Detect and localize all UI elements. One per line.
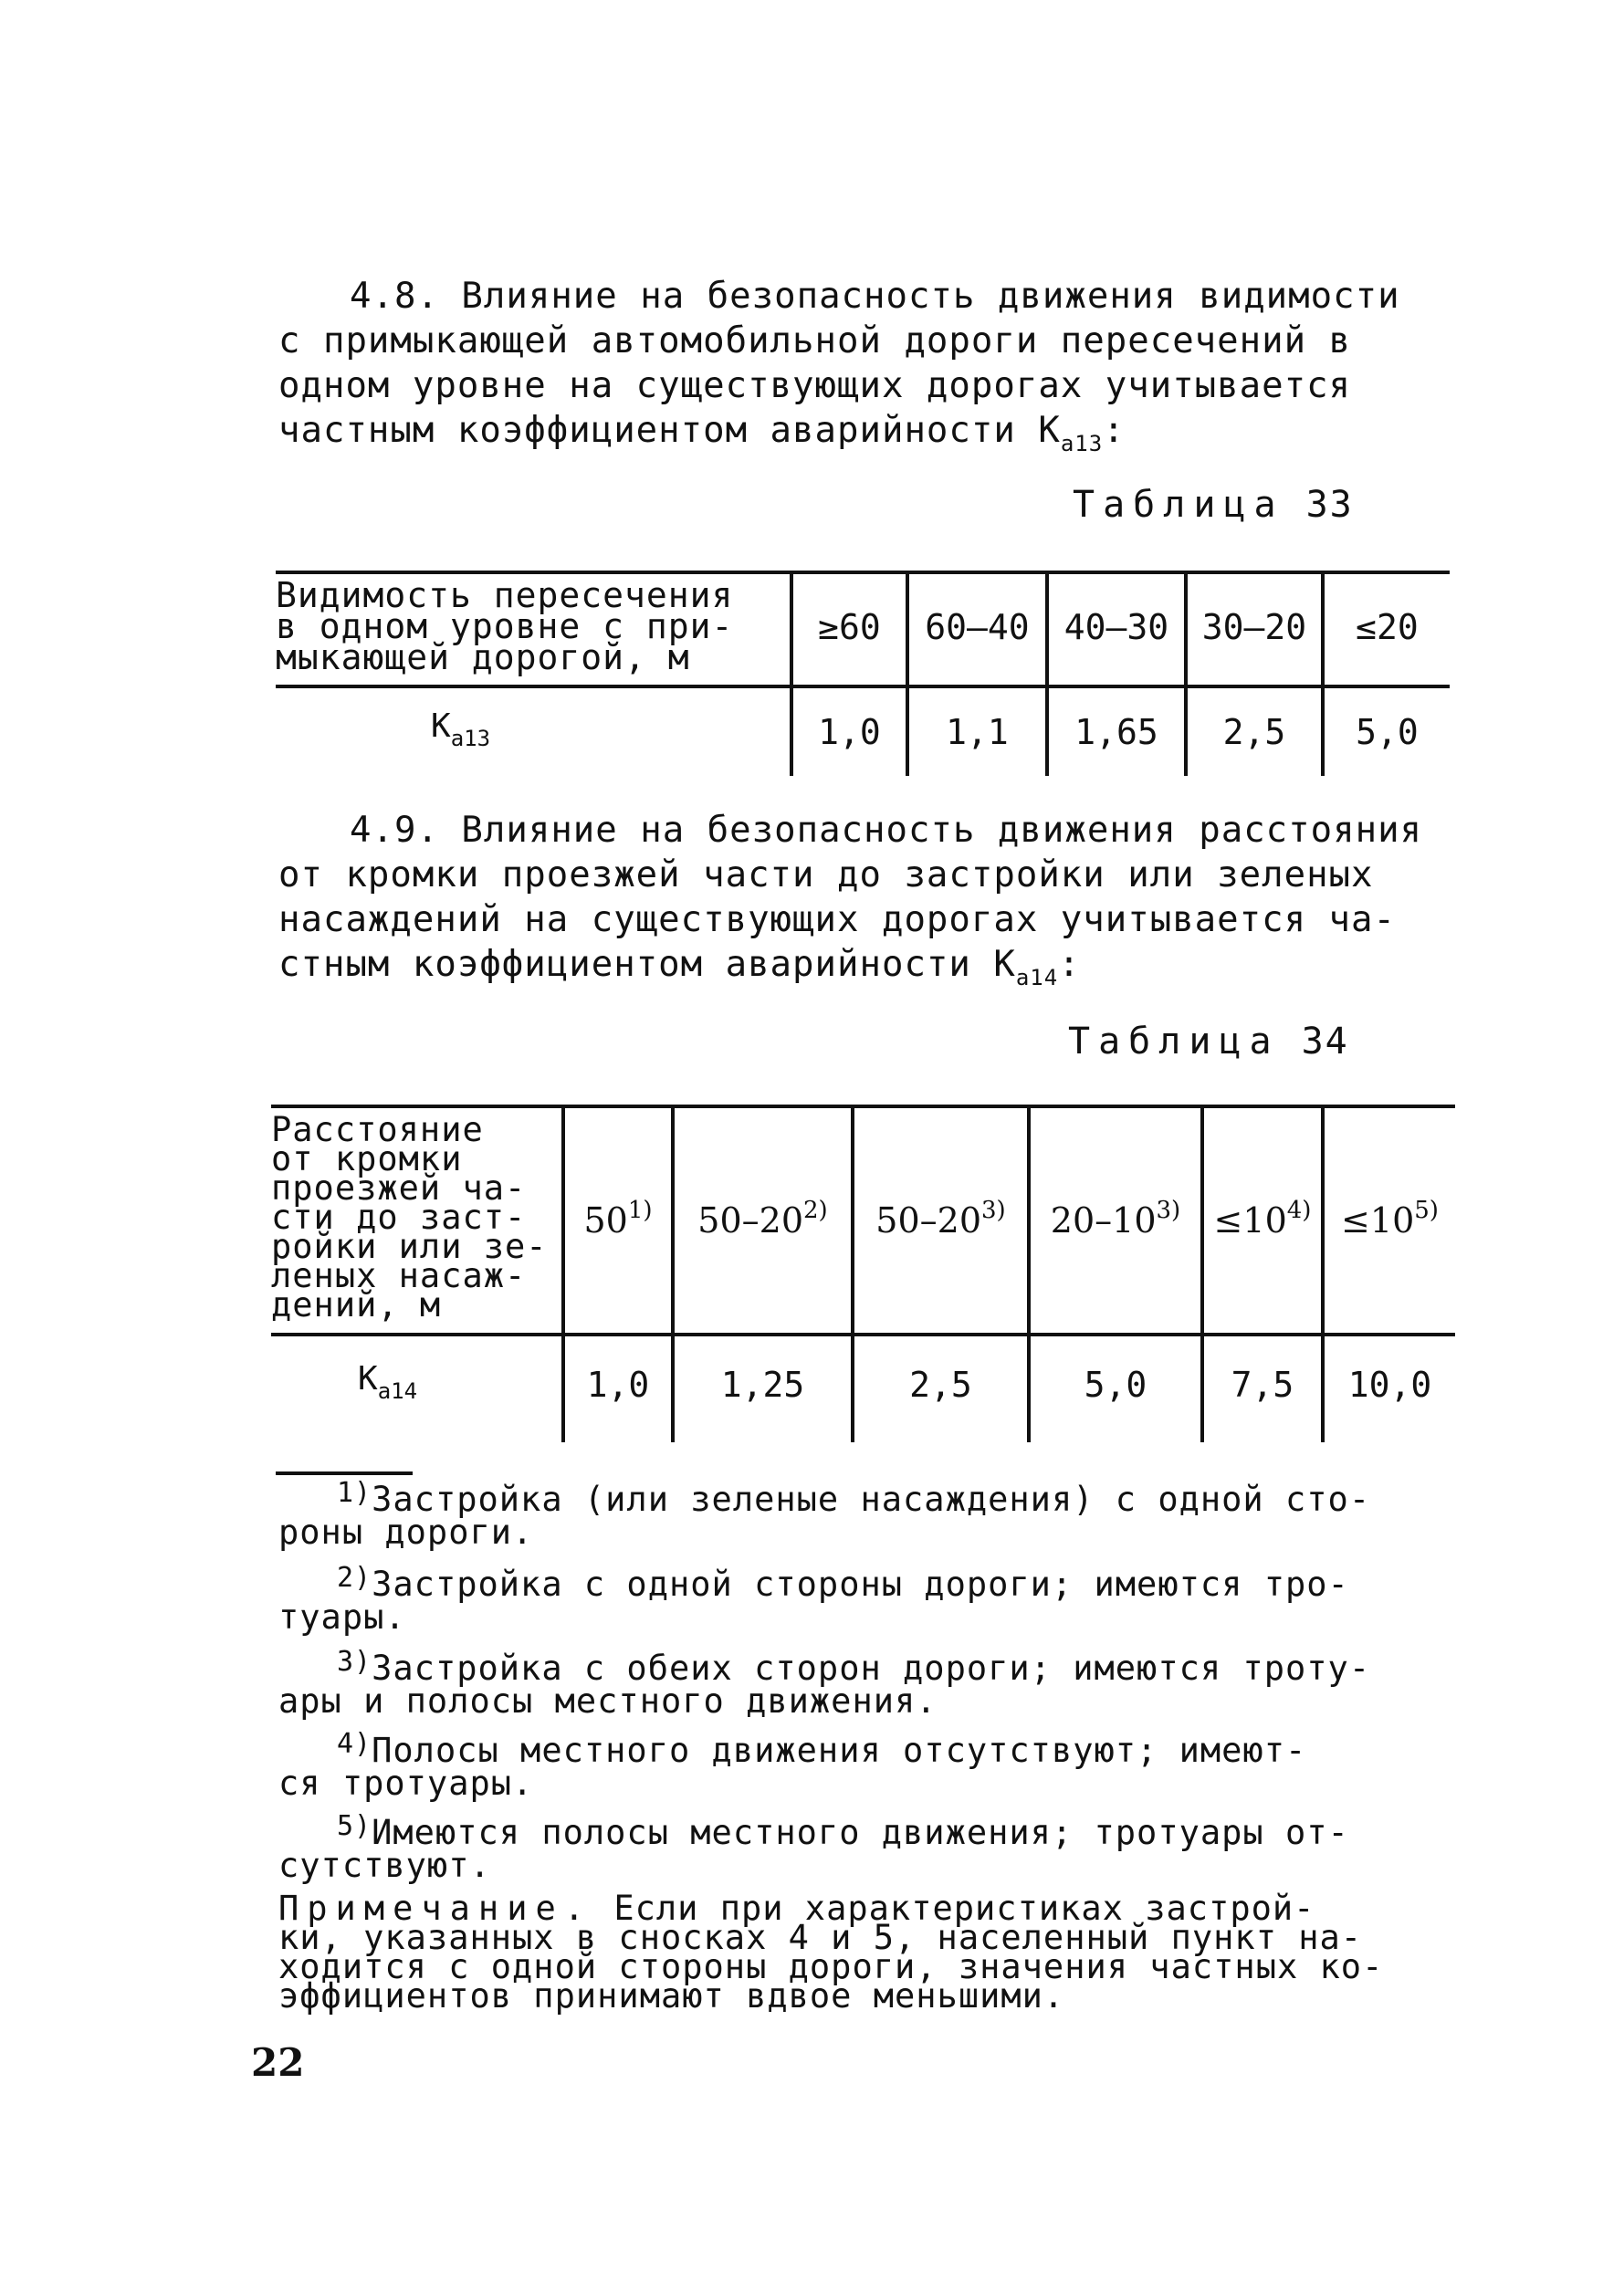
footnote: $^{3)}$Застройка с обеих сторон дороги; имеются троту- ары и полосы местного движения. (278, 1646, 1371, 1721)
table-value-cell: 7,5 (1231, 1365, 1294, 1405)
footnote-mark: 4) (337, 1728, 372, 1760)
table-header-cell: 20–10$^{3)}$ (1050, 1197, 1181, 1241)
table-34 (271, 1105, 1455, 1442)
table-rule (276, 685, 1450, 688)
section-4-9-line-3: насаждений на существующих дорогах учитывается ча- (278, 899, 1396, 940)
table-caption-number: 34 (1301, 1021, 1349, 1063)
note-block: Примечание. Если при характеристиках застрой- ки, указанных в сносках 4 и 5, населенный пункт на- ходится с одной стороны дороги, значения частных ко- эффициентов принимают вдвое меньшими. (278, 1889, 1384, 2016)
table-value-cell: 2,5 (1222, 712, 1286, 752)
table-value-cell: 1,1 (946, 712, 1009, 752)
section-4-8-line-1: 4.8. Влияние на безопасность движения видимости (350, 276, 1400, 317)
page-number: 22 (251, 2040, 305, 2085)
footnote: $^{4)}$Полосы местного движения отсутствуют; имеют- ся тротуары. (278, 1728, 1307, 1803)
table-header-cell: 60–40 (925, 607, 1030, 647)
table-header-label: Расстояние от кромки проезжей ча- сти до заст- ройки или зе- леных насаж- дений, м (271, 1110, 548, 1325)
table-value-cell: 1,0 (818, 712, 881, 752)
table-header-cell: 30–20 (1201, 607, 1307, 647)
table-header-cell: $\le 10^{5)}$ (1341, 1197, 1439, 1241)
table-33 (276, 571, 1450, 776)
table-header-cell: ≥60 (818, 607, 881, 647)
section-4-9-line-2: от кромки проезжей части до застройки или зеленых (278, 854, 1374, 895)
table-header-label: Видимость пересечения в одном уровне с при- мыкающей дорогой, м (276, 575, 734, 677)
table-header-cell: $\le 10^{4)}$ (1213, 1197, 1312, 1241)
table-header-cell: ≤20 (1356, 607, 1419, 647)
table-row-label: $K_{a13}$ (431, 707, 491, 751)
coefficient-subscript: a13 (1060, 431, 1104, 456)
table-header-cell: 40–30 (1063, 607, 1169, 647)
section-4-9-line-1: 4.9. Влияние на безопасность движения расстояния (350, 810, 1423, 851)
table-value-cell: 1,25 (720, 1365, 805, 1405)
section-4-8-line-2: с примыкающей автомобильной дороги пересечений в (278, 320, 1352, 361)
note-title: Примечание. (278, 1889, 593, 1928)
table-header-cell: 50–20$^{3)}$ (875, 1197, 1006, 1241)
table-34-caption (1068, 1021, 1349, 1063)
section-4-9-paragraph: 4.9. Влияние на безопасность движения расстояния от кромки проезжей части до застройки или зеленых насаждений на существующих дорогах учитывается ча- стным коэффициентом аварийности $K_{a14}$: (278, 808, 1456, 987)
table-value-cell: 5,0 (1084, 1365, 1147, 1405)
section-4-8-paragraph: 4.8. Влияние на безопасность движения видимости с примыкающей автомобильной дороги пересечений в одном уровне на существующих дорогах учитывается частным коэффициентом аварийности $K_{a13}$: (278, 274, 1456, 453)
table-value-cell: 10,0 (1347, 1365, 1432, 1405)
section-4-8-line-4: частным коэффициентом аварийности K (278, 410, 1061, 451)
footnote-mark: 2) (337, 1562, 372, 1594)
table-value-cell: 5,0 (1356, 712, 1419, 752)
table-caption-word: Таблица (1068, 1021, 1280, 1063)
table-caption-word: Таблица (1073, 484, 1284, 526)
footnote-mark: 1) (337, 1477, 372, 1509)
section-4-9-line-4: стным коэффициентом аварийности K (278, 944, 1016, 985)
table-value-cell: 2,5 (909, 1365, 972, 1405)
footnote: $^{5)}$Имеются полосы местного движения; тротуары от- сутствуют. (278, 1810, 1349, 1885)
footnote-mark: 3) (337, 1646, 372, 1678)
table-rule (271, 1333, 1455, 1336)
table-caption-number: 33 (1305, 484, 1354, 526)
section-4-8-line-3: одном уровне на существующих дорогах учитывается (278, 365, 1352, 406)
footnote-rule (276, 1471, 413, 1475)
table-value-cell: 1,0 (586, 1365, 650, 1405)
table-rule (276, 571, 1450, 574)
table-row-label: $K_{a14}$ (358, 1360, 418, 1404)
footnote: $^{2)}$Застройка с одной стороны дороги; имеются тро- туары. (278, 1562, 1349, 1637)
footnote-mark: 5) (337, 1810, 372, 1842)
footnote: $^{1)}$Застройка (или зеленые насаждения) с одной сто- роны дороги. (278, 1477, 1371, 1552)
table-value-cell: 1,65 (1074, 712, 1158, 752)
table-header-cell: 50$^{1)}$ (583, 1197, 653, 1241)
table-rule (271, 1105, 1455, 1108)
table-33-caption (1073, 484, 1354, 526)
coefficient-subscript: a14 (1015, 965, 1059, 990)
table-header-cell: 50–20$^{2)}$ (697, 1197, 828, 1241)
